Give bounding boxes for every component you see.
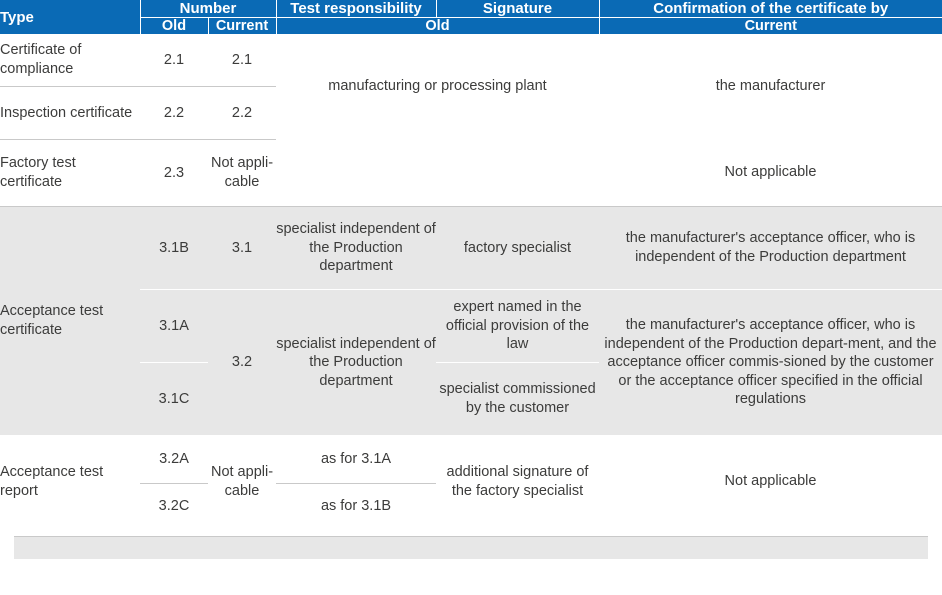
cell-responsibility-specialist-independent: specialist independent of the Production department <box>276 290 436 436</box>
row-old-number: 3.1C <box>140 363 208 436</box>
row-old-number: 3.1B <box>140 207 208 290</box>
cell-responsibility-as-for-3-1a: as for 3.1A <box>276 435 436 484</box>
row-old-number: 3.1A <box>140 290 208 363</box>
header-row-secondary <box>0 18 942 35</box>
row-type-acceptance-test-report: Acceptance test report <box>0 435 140 528</box>
row-current-number: Not appli-cable <box>208 140 276 207</box>
cell-confirmation-manufacturer: the manufacturer <box>599 34 942 140</box>
cell-confirmation-not-applicable: Not applicable <box>599 140 942 207</box>
header-number-current: Current <box>208 18 276 35</box>
row-old-number: 3.2C <box>140 484 208 529</box>
cell-confirmation-acceptance-officer-extended: the manufacturer's acceptance officer, who is independent of the Production depart-ment, and the acceptance officer commis-sioned by the customer or the acceptance officer specified in the official regulations <box>599 290 942 436</box>
row-type-certificate-of-compliance: Certificate of compliance <box>0 34 140 87</box>
table-header <box>0 0 942 34</box>
row-current-number: Not appli-cable <box>208 435 276 528</box>
cell-responsibility-as-for-3-1b: as for 3.1B <box>276 484 436 529</box>
cell-confirmation-not-applicable: Not applicable <box>599 435 942 528</box>
row-type-inspection-certificate: Inspection certificate <box>0 87 140 140</box>
row-old-number: 2.1 <box>140 34 208 87</box>
row-old-number: 2.2 <box>140 87 208 140</box>
cell-signature-factory-specialist: factory specialist <box>436 207 599 290</box>
cell-signature-expert-named-in-law: expert named in the official provision of the law <box>436 290 599 363</box>
footer-band <box>14 536 928 559</box>
row-current-number: 2.1 <box>208 34 276 87</box>
cell-confirmation-acceptance-officer: the manufacturer's acceptance officer, who is independent of the Production department <box>599 207 942 290</box>
row-type-factory-test-certificate: Factory test certificate <box>0 140 140 207</box>
table-row <box>0 140 942 207</box>
header-signature: Signature <box>436 0 599 18</box>
header-group-current: Current <box>599 18 942 35</box>
cell-responsibility-specialist-independent: specialist independent of the Production department <box>276 207 436 290</box>
table-body <box>0 34 942 528</box>
table-row <box>0 290 942 363</box>
header-number: Number <box>140 0 276 18</box>
cell-responsibility-empty <box>276 140 599 207</box>
header-test-responsibility: Test responsibility <box>276 0 436 18</box>
row-current-number: 3.2 <box>208 290 276 436</box>
row-type-acceptance-test-certificate: Acceptance test certificate <box>0 207 140 436</box>
row-current-number: 2.2 <box>208 87 276 140</box>
cell-signature-specialist-commissioned: specialist commissioned by the customer <box>436 363 599 436</box>
table-row <box>0 207 942 290</box>
header-group-old: Old <box>276 18 599 35</box>
cell-responsibility-manufacturing: manufacturing or processing plant <box>276 34 599 140</box>
header-confirmation: Confirmation of the certificate by <box>599 0 942 18</box>
table-row <box>0 34 942 87</box>
header-type: Type <box>0 0 140 34</box>
row-current-number: 3.1 <box>208 207 276 290</box>
header-number-old: Old <box>140 18 208 35</box>
row-old-number: 3.2A <box>140 435 208 484</box>
table-row <box>0 435 942 484</box>
row-old-number: 2.3 <box>140 140 208 207</box>
header-row-primary <box>0 0 942 18</box>
cell-signature-additional-factory-specialist: additional signature of the factory specialist <box>436 435 599 528</box>
